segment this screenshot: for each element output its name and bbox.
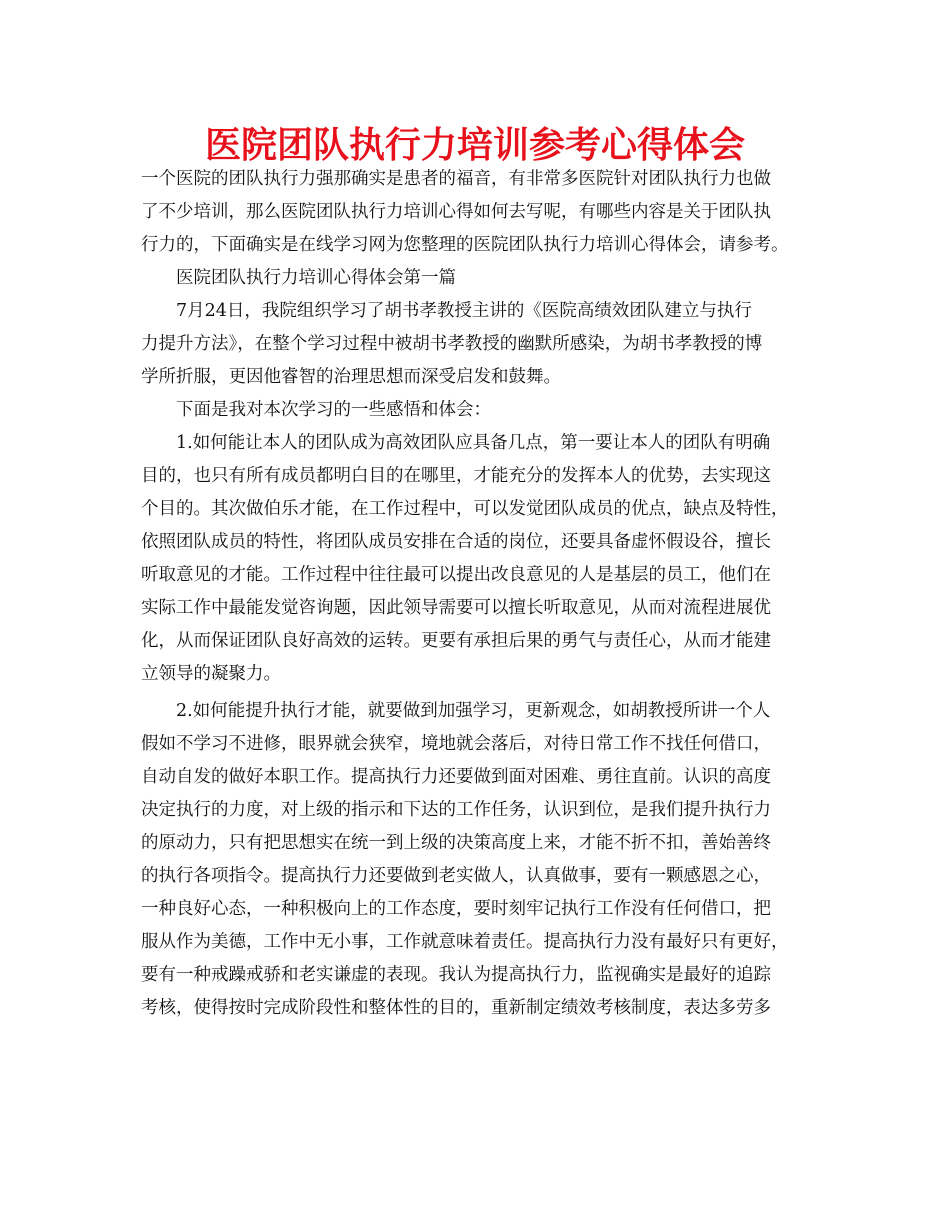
paragraph-line: 依照团队成员的特性，将团队成员安排在合适的岗位，还要具备虚怀假设谷，擅长 bbox=[141, 532, 771, 552]
paragraph-line: 7月24日，我院组织学习了胡书孝教授主讲的《医院高绩效团队建立与执行 bbox=[176, 301, 752, 321]
document-body bbox=[141, 163, 833, 1025]
paragraph-line: 决定执行的力度，对上级的指示和下达的工作任务，认识到位，是我们提升执行力 bbox=[141, 800, 771, 820]
paragraph-line: 化，从而保证团队良好高效的运转。更要有承担后果的勇气与责任心，从而才能建 bbox=[141, 631, 771, 651]
paragraph-line: 假如不学习不进修，眼界就会狭窄，境地就会落后，对待日常工作不找任何借口， bbox=[141, 734, 771, 754]
paragraph-line: 的原动力，只有把思想实在统一到上级的决策高度上来，才能不折不扣，善始善终 bbox=[141, 833, 771, 853]
paragraph-line: 力提升方法》，在整个学习过程中被胡书孝教授的幽默所感染，为胡书孝教授的博 bbox=[141, 334, 763, 354]
paragraph-line: 2.如何能提升执行才能，就要做到加强学习，更新观念，如胡教授所讲一个人 bbox=[176, 701, 771, 721]
paragraph bbox=[141, 295, 833, 394]
paragraph-line: 个目的。其次做伯乐才能，在工作过程中，可以发觉团队成员的优点，缺点及特性， bbox=[141, 499, 789, 519]
paragraph bbox=[141, 163, 833, 262]
paragraph bbox=[141, 262, 833, 295]
paragraph-line: 立领导的凝聚力。 bbox=[141, 664, 281, 684]
paragraph-line: 1.如何能让本人的团队成为高效团队应具备几点，第一要让本人的团队有明确 bbox=[176, 433, 771, 453]
paragraph-line: 一个医院的团队执行力强那确实是患者的福音，有非常多医院针对团队执行力也做 bbox=[141, 169, 771, 189]
paragraph-line: 听取意见的才能。工作过程中往往最可以提出改良意见的人是基层的员工，他们在 bbox=[141, 565, 771, 585]
paragraph-line: 考核，使得按时完成阶段性和整体性的目的，重新制定绩效考核制度，表达多劳多 bbox=[141, 998, 771, 1018]
paragraph-line: 下面是我对本次学习的一些感悟和体会： bbox=[176, 400, 491, 420]
paragraph-line: 的执行各项指令。提高执行力还要做到老实做人，认真做事，要有一颗感恩之心， bbox=[141, 866, 771, 886]
paragraph-line: 要有一种戒躁戒骄和老实谦虚的表现。我认为提高执行力，监视确实是最好的追踪 bbox=[141, 965, 771, 985]
paragraph bbox=[141, 695, 833, 1025]
paragraph-line: 一种良好心态，一种积极向上的工作态度，要时刻牢记执行工作没有任何借口，把 bbox=[141, 899, 771, 919]
paragraph-line: 自动自发的做好本职工作。提高执行力还要做到面对困难、勇往直前。认识的高度 bbox=[141, 767, 771, 787]
paragraph bbox=[141, 394, 833, 427]
paragraph-line: 行力的，下面确实是在线学习网为您整理的医院团队执行力培训心得体会，请参考。 bbox=[141, 235, 789, 255]
paragraph bbox=[141, 427, 833, 691]
paragraph-line: 服从作为美德，工作中无小事，工作就意味着责任。提高执行力没有最好只有更好， bbox=[141, 932, 789, 952]
paragraph-line: 实际工作中最能发觉咨询题，因此领导需要可以擅长听取意见，从而对流程进展优 bbox=[141, 598, 771, 618]
paragraph-line: 了不少培训，那么医院团队执行力培训心得如何去写呢，有哪些内容是关于团队执 bbox=[141, 202, 771, 222]
paragraph-line: 目的，也只有所有成员都明白目的在哪里，才能充分的发挥本人的优势，去实现这 bbox=[141, 466, 771, 486]
paragraph-line: 医院团队执行力培训心得体会第一篇 bbox=[176, 268, 456, 288]
paragraph-line: 学所折服，更因他睿智的治理思想而深受启发和鼓舞。 bbox=[141, 367, 561, 387]
document-title: 医院团队执行力培训参考心得体会 bbox=[204, 124, 745, 166]
